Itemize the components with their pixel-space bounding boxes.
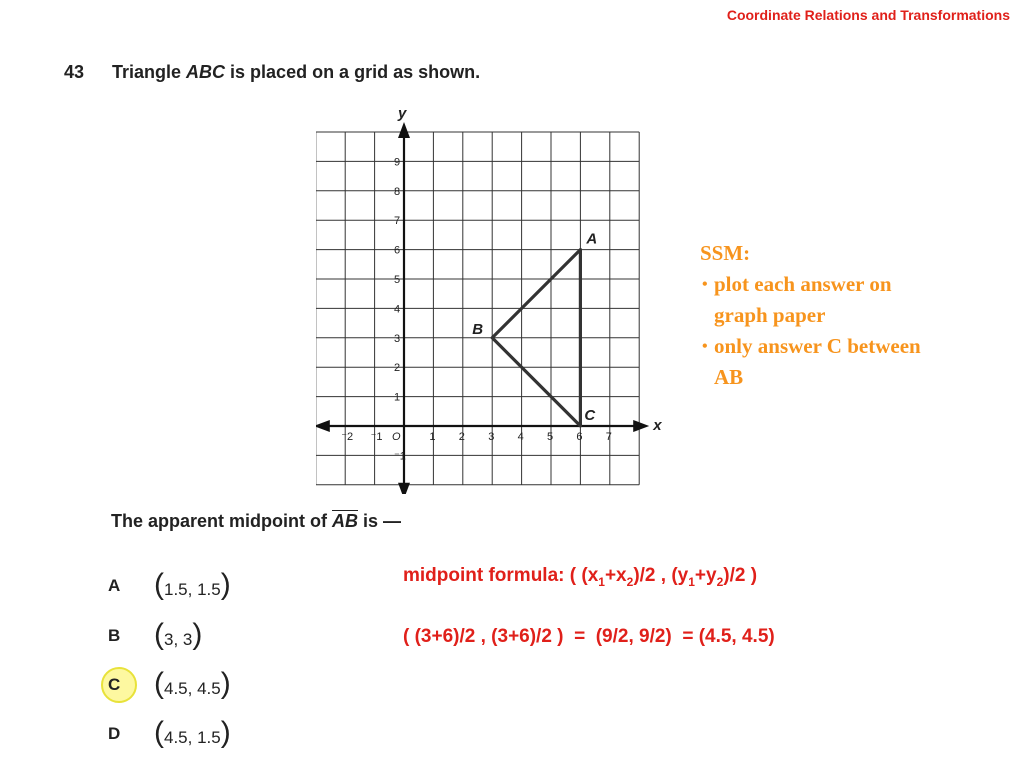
choice-value: (3, 3)	[154, 618, 203, 651]
formula-sub: 1	[688, 574, 695, 589]
ssm-item-text: AB	[714, 365, 744, 389]
ssm-title: SSM:	[700, 241, 751, 265]
choice-letter: B	[108, 626, 121, 645]
x-tick-label: ⁻2	[341, 431, 354, 443]
vertex-label-b: B	[472, 320, 484, 338]
choice-value: (4.5, 1.5)	[154, 716, 231, 749]
coordinate-graph	[316, 104, 676, 499]
x-tick-label: 4	[517, 431, 524, 443]
x-tick-label: 7	[605, 431, 612, 443]
y-tick-label: 5	[394, 274, 401, 286]
question-text-before: Triangle	[112, 62, 187, 82]
choice-letter: A	[108, 576, 121, 595]
y-tick-label: 7	[394, 215, 401, 228]
ssm-item	[700, 331, 1000, 393]
formula-part: +x	[604, 565, 627, 586]
bullet-icon: •	[702, 338, 708, 355]
y-tick-label: 8	[394, 185, 401, 198]
question-text	[64, 62, 480, 83]
answer-choice-b[interactable]	[108, 620, 202, 652]
y-tick-label: 9	[394, 156, 401, 169]
ssm-item-text: plot each answer on	[714, 272, 892, 296]
x-tick-label: 3	[488, 431, 495, 443]
prompt-text	[111, 511, 401, 532]
x-axis-right-arrow	[633, 420, 649, 432]
choice-letter-highlighted: C	[108, 675, 154, 695]
y-tick-label: 3	[394, 332, 401, 345]
formula-sub: 1	[598, 574, 605, 589]
formula-part: )/2 , (y	[633, 565, 689, 586]
midpoint-formula	[403, 565, 757, 589]
prompt-after: is —	[358, 511, 402, 531]
ssm-item-text: graph paper	[714, 303, 826, 327]
y-tick-label: 2	[394, 362, 401, 375]
formula-sub: 2	[626, 574, 634, 589]
question-number: 43	[64, 62, 85, 82]
y-tick-label: 1	[394, 391, 401, 404]
answer-choice-a[interactable]	[108, 570, 231, 602]
vertex-label-c: C	[584, 407, 596, 424]
choice-letter: D	[108, 724, 121, 743]
origin-label: O	[392, 431, 401, 443]
x-tick-label: ⁻1	[370, 431, 383, 443]
y-tick-label: 4	[394, 303, 401, 316]
formula-part: )/2 )	[723, 565, 758, 586]
formula-part: midpoint formula: ( (x	[403, 565, 599, 586]
choice-coordinates: 1.5, 1.5	[164, 580, 221, 599]
segment-ab: $\overline{AB}$	[332, 511, 358, 531]
choice-coordinates: 3, 3	[164, 630, 193, 649]
x-axis-label: x	[653, 417, 662, 434]
ssm-item	[700, 269, 1000, 331]
gridlines	[316, 132, 639, 485]
x-tick-label: 1	[429, 431, 436, 443]
y-axis-top-arrow	[398, 122, 410, 138]
prompt-before: The apparent midpoint of	[111, 511, 332, 531]
choice-coordinates: 4.5, 1.5	[164, 728, 221, 747]
y-tick-label: 6	[394, 244, 401, 257]
y-tick-label: ⁻1	[394, 450, 406, 463]
coordinate-grid-svg	[316, 104, 676, 494]
question-triangle-name: ABC	[186, 62, 226, 82]
question-text-after: is placed on a grid as shown.	[225, 62, 481, 82]
ssm-note	[700, 238, 1000, 393]
answer-choice-d[interactable]	[108, 718, 231, 750]
slide-header-title: Coordinate Relations and Transformations	[726, 7, 1010, 23]
choice-value: (1.5, 1.5)	[154, 568, 231, 601]
tick-labels	[341, 105, 662, 462]
formula-part: +y	[694, 565, 717, 586]
midpoint-calculation: ( (3+6)/2 , (3+6)/2 ) = (9/2, 9/2) = (4.5, 4.5)	[403, 626, 775, 647]
ssm-list	[700, 269, 1000, 393]
answer-choice-c[interactable]	[108, 669, 231, 701]
vertex-label-a: A	[586, 230, 598, 248]
ssm-item-text: only answer C between	[714, 334, 921, 358]
x-tick-label: 6	[576, 431, 583, 443]
bullet-icon: •	[702, 276, 708, 293]
x-tick-label: 2	[458, 431, 465, 443]
choice-coordinates: 4.5, 4.5	[164, 679, 221, 698]
y-axis-bottom-arrow	[398, 483, 410, 494]
formula-sub: 2	[716, 574, 724, 589]
x-axis-left-arrow	[316, 420, 330, 432]
choice-value: (4.5, 4.5)	[154, 667, 231, 700]
x-tick-label: 5	[547, 431, 554, 443]
y-axis-label: y	[398, 105, 407, 122]
